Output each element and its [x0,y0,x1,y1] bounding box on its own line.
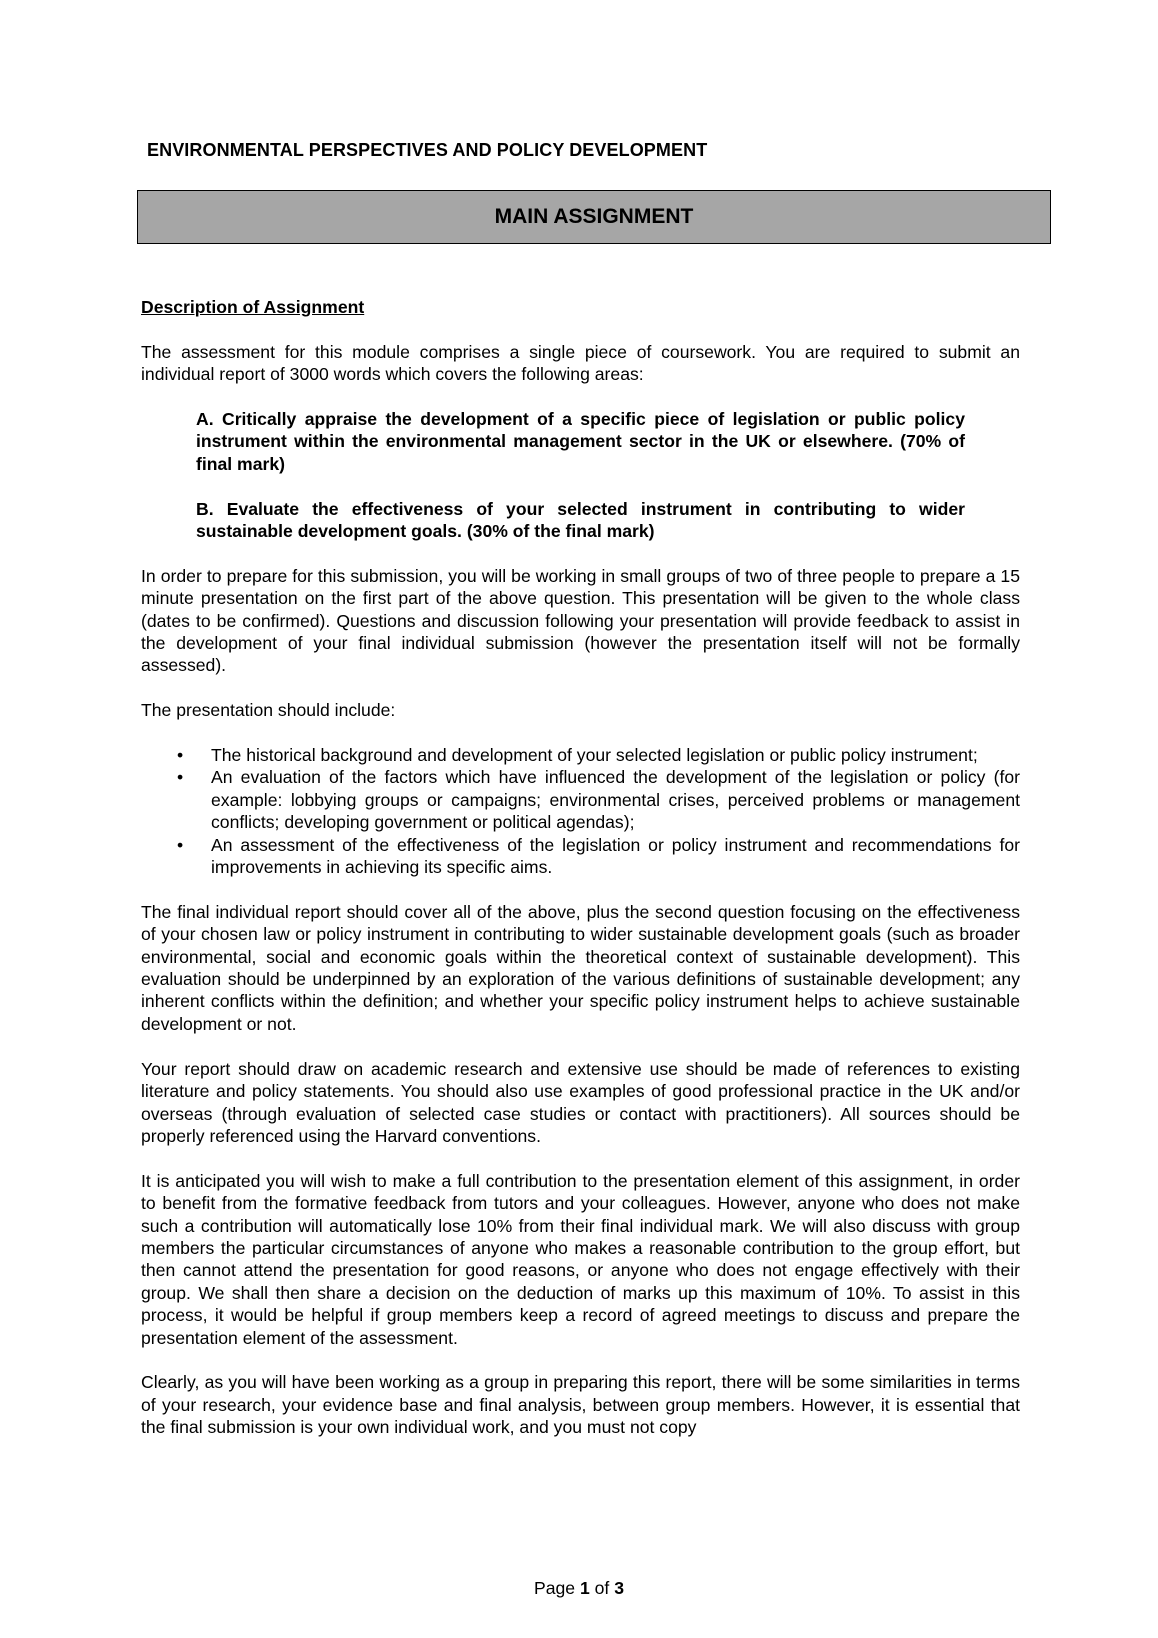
of-word: of [594,1578,610,1598]
research-paragraph: Your report should draw on academic research and extensive use should be made of references to existing literature and policy statements. You should also use examples of good professional practice in the UK and/or overseas (through evaluation of selected case studies or contact with practitioners). All sources should be properly referenced using the Harvard conventions. [141,1058,1020,1146]
page-word: Page [533,1578,576,1598]
list-item-text: The historical background and development of your selected legislation or public policy instrument; [211,745,978,766]
title-banner [137,190,1051,244]
list-item-text: An assessment of the effectiveness of the legislation or policy instrument and recommendations for improvements in achieving its specific aims. [211,834,1020,878]
document-body [141,296,1020,1461]
bullet-icon: • [177,745,184,766]
bullet-icon: • [177,834,184,855]
intro-paragraph: The assessment for this module comprises a single piece of coursework. You are required to submit an individual report of 3000 words which covers the following areas: [141,341,1020,385]
final-report-paragraph: The final individual report should cover all of the above, plus the second question focusing on the effectiveness of your chosen law or policy instrument in contributing to wider sustainable development goals (such as broader environmental, social and economic goals within the theoretical context of sustainable development). This evaluation should be underpinned by an exploration of the various definitions of sustainable development; any inherent conflicts within the definition; and whether your specific policy instrument helps to achieve sustainable development or not. [141,901,1020,1034]
list-item [141,834,1020,879]
course-title: ENVIRONMENTAL PERSPECTIVES AND POLICY DEVELOPMENT [147,140,708,160]
total-pages-number: 3 [614,1578,625,1598]
presentation-intro: The presentation should include: [141,700,396,721]
task-a: A. Critically appraise the development of a specific piece of legislation or public policy instrument within the environmental management sector in the UK or elsewhere. (70% of final mark) [196,409,965,474]
page-footer [0,1578,1158,1599]
preparation-paragraph: In order to prepare for this submission, you will be working in small groups of two of three people to prepare a 15 minute presentation on the first part of the above question. This presentation will be given to the whole class (dates to be confirmed). Questions and discussion following your presentation will provide feedback to assist in the development of your final individual submission (however the presentation itself will not be formally assessed). [141,565,1020,676]
section-heading: Description of Assignment [141,297,365,317]
list-item-text: An evaluation of the factors which have influenced the development of the legislation or policy (for example: lobbying groups or campaigns; environmental crises, perceived problems or management conflicts; developing government or political agendas); [211,767,1020,833]
contribution-paragraph: It is anticipated you will wish to make a full contribution to the presentation element of this assignment, in order to benefit from the formative feedback from tutors and your colleagues. However, anyone who does not make such a contribution will automatically lose 10% from their final individual mark. We will also discuss with group members the particular circumstances of anyone who makes a reasonable contribution to the group effort, but then cannot attend the presentation for good reasons, or anyone who does not engage effectively with their group. We shall then share a decision on the deduction of marks up this maximum of 10%. To assist in this process, it would be helpful if group members keep a record of agreed meetings to discuss and prepare the presentation element of the assessment. [141,1170,1020,1348]
bullet-icon: • [177,767,184,788]
page-title: MAIN ASSIGNMENT [494,205,694,228]
task-b: B. Evaluate the effectiveness of your selected instrument in contributing to wider sustainable development goals. (30% of the final mark) [196,498,965,542]
current-page-number: 1 [579,1578,590,1598]
list-item [141,744,1020,766]
list-item [141,766,1020,833]
originality-paragraph: Clearly, as you will have been working as a group in preparing this report, there will be some similarities in terms of your research, your evidence base and final analysis, between group members. However, it is essential that the final submission is your own individual work, and you must not copy [141,1372,1020,1438]
presentation-bullet-list [141,744,1020,878]
